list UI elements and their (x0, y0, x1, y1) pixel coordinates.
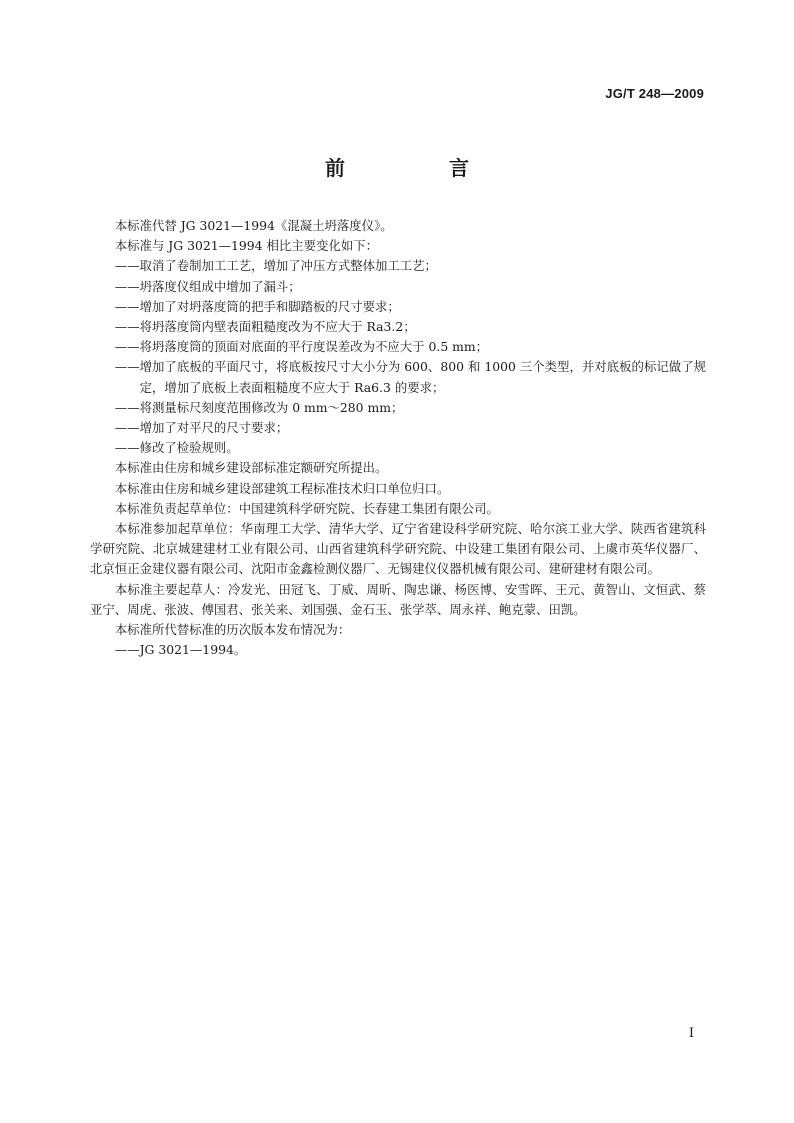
change-item: ——修改了检验规则。 (114, 440, 239, 456)
paragraph-replaces: 本标准代替 JG 3021—1994《混凝土坍落度仪》。 (114, 218, 393, 233)
paragraph-centralized: 本标准由住房和城乡建设部建筑工程标准技术归口单位归口。 (114, 480, 450, 496)
page-number: I (688, 1026, 694, 1041)
standard-code: JG/T 248—2009 (605, 86, 704, 101)
page-title: 前 言 (325, 156, 511, 180)
change-item: ——将坍落度筒的顶面对底面的平行度误差改为不应大于 0.5 mm； (114, 339, 489, 355)
change-item: ——增加了底板的平面尺寸，将底板按尺寸大小分为 600、800 和 1000 三个类型，并对底板的标记做了规定，增加了底板上表面粗糙度不应大于 Ra6.3 的要求； (114, 359, 706, 395)
paragraph-lead-drafters: 本标准负责起草单位：中国建筑科学研究院、长春建工集团有限公司。 (114, 500, 499, 516)
change-item: ——取消了卷制加工工艺，增加了冲压方式整体加工工艺； (114, 258, 437, 274)
change-item: ——增加了对坍落度筒的把手和脚踏板的尺寸要求； (114, 298, 400, 314)
change-item: ——增加了对平尺的尺寸要求； (114, 420, 289, 436)
paragraph-history-intro: 本标准所代替标准的历次版本发布情况为： (114, 622, 351, 638)
history-item: ——JG 3021—1994。 (114, 642, 247, 658)
paragraph-changes-intro: 本标准与 JG 3021—1994 相比主要变化如下： (114, 238, 379, 254)
paragraph-main-drafters: 本标准主要起草人：冷发光、田冠飞、丁威、周昕、陶忠谦、杨医博、安雪晖、王元、黄智山、文恒武、蔡亚宁、周虎、张波、傅国君、张关来、刘国强、金石玉、张学萃、周永祥、鲍克蒙、田凯。 (90, 581, 706, 617)
document-body (90, 216, 706, 660)
change-item: ——将坍落度筒内壁表面粗糙度改为不应大于 Ra3.2； (114, 319, 416, 335)
paragraph-proposer: 本标准由住房和城乡建设部标准定额研究所提出。 (114, 460, 388, 476)
change-item: ——坍落度仪组成中增加了漏斗； (114, 278, 301, 294)
paragraph-participating-drafters: 本标准参加起草单位：华南理工大学、清华大学、辽宁省建设科学研究院、哈尔滨工业大学、陕西省建筑科学研究院、北京城建建材工业有限公司、山西省建筑科学研究院、中设建工集团有限公司、上虞市英华仪器厂、北京恒正金建仪器有限公司、沈阳市金鑫检测仪器厂、无锡建仪仪器机械有限公司、建研建材有限公司。 (90, 521, 706, 577)
change-item: ——将测量标尺刻度范围修改为 0 mm～280 mm； (114, 399, 404, 415)
